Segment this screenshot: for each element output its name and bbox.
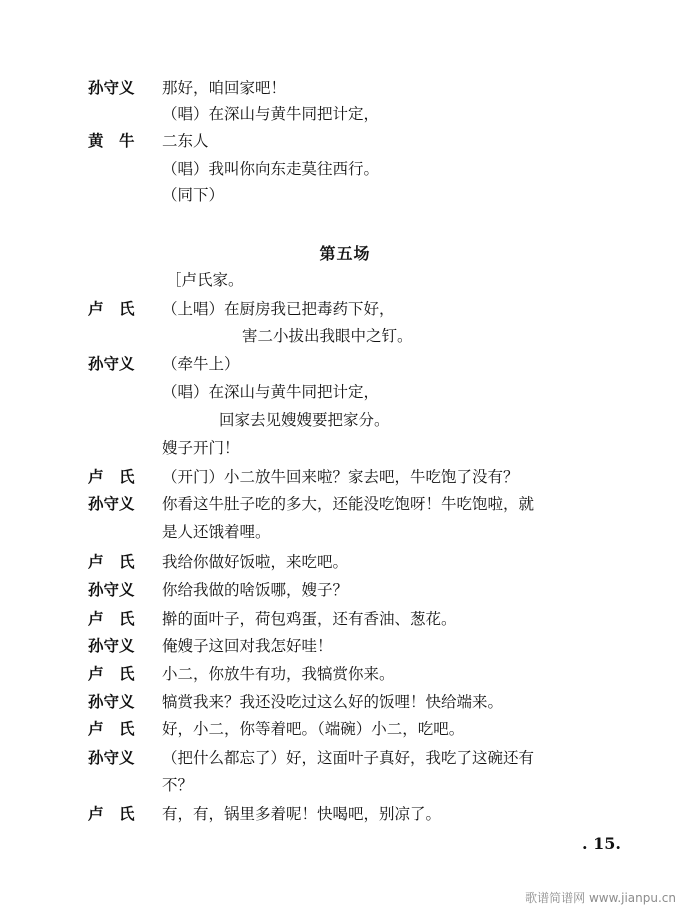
scene-title: 第五场 <box>319 244 371 263</box>
dialogue-text: 俺嫂子这回对我怎好哇！ <box>162 637 333 655</box>
dialogue-text: （唱）在深山与黄牛同把计定， <box>162 105 380 123</box>
dialogue-text: （唱）我叫你向东走莫往西行。 <box>162 160 380 178</box>
speaker-name: 孙守义 <box>88 580 135 599</box>
dialogue-text: 有，有，锅里多着呢！快喝吧，别凉了。 <box>162 805 442 823</box>
speaker-name: 黄 牛 <box>88 131 135 150</box>
speaker-name: 孙守义 <box>88 354 135 373</box>
speaker-name: 卢 氏 <box>88 719 135 738</box>
dialogue-text: （唱）在深山与黄牛同把计定， <box>162 383 380 401</box>
dialogue-text: ［卢氏家。 <box>166 271 244 289</box>
speaker-name: 孙守义 <box>88 748 135 767</box>
dialogue-text: 嫂子开门！ <box>162 439 240 457</box>
dialogue-text: 犒赏我来？我还没吃过这么好的饭哩！快给端来。 <box>162 693 504 711</box>
dialogue-text: 回家去见嫂嫂要把家分。 <box>219 411 390 429</box>
watermark-text: 歌谱简谱网 www.jianpu.cn <box>525 891 676 905</box>
dialogue-text: （把什么都忘了）好，这面叶子真好，我吃了这碗还有 <box>162 749 535 767</box>
dialogue-text: （牵牛上） <box>162 355 240 373</box>
speaker-name: 孙守义 <box>88 636 135 655</box>
speaker-name: 卢 氏 <box>88 552 135 571</box>
dialogue-text: 是人还饿着哩。 <box>162 523 271 541</box>
speaker-name: 孙守义 <box>88 692 135 711</box>
speaker-name: 卢 氏 <box>88 664 135 683</box>
page-number: . 15. <box>582 834 621 853</box>
dialogue-text: 那好，咱回家吧！ <box>162 79 287 97</box>
dialogue-text: 不？ <box>162 776 194 794</box>
speaker-name: 卢 氏 <box>88 299 135 318</box>
dialogue-text: 害二小拔出我眼中之钉。 <box>242 327 413 345</box>
dialogue-text: （同下） <box>162 186 225 204</box>
dialogue-text: 二东人 <box>162 132 209 150</box>
dialogue-text: 我给你做好饭啦，来吃吧。 <box>162 553 349 571</box>
dialogue-text: 擀的面叶子，荷包鸡蛋，还有香油、葱花。 <box>162 610 457 628</box>
speaker-name: 卢 氏 <box>88 804 135 823</box>
speaker-name: 孙守义 <box>88 494 135 513</box>
dialogue-text: 你看这牛肚子吃的多大，还能没吃饱呀！牛吃饱啦，就 <box>162 495 535 513</box>
dialogue-text: 好，小二，你等着吧。（端碗）小二，吃吧。 <box>162 720 465 738</box>
speaker-name: 卢 氏 <box>88 609 135 628</box>
dialogue-text: （开门）小二放牛回来啦？家去吧，牛吃饱了没有？ <box>162 468 519 486</box>
dialogue-text: （上唱）在厨房我已把毒药下好， <box>162 300 395 318</box>
speaker-name: 孙守义 <box>88 78 135 97</box>
dialogue-text: 你给我做的啥饭哪，嫂子？ <box>162 581 349 599</box>
dialogue-text: 小二，你放牛有功，我犒赏你来。 <box>162 665 395 683</box>
speaker-name: 卢 氏 <box>88 467 135 486</box>
